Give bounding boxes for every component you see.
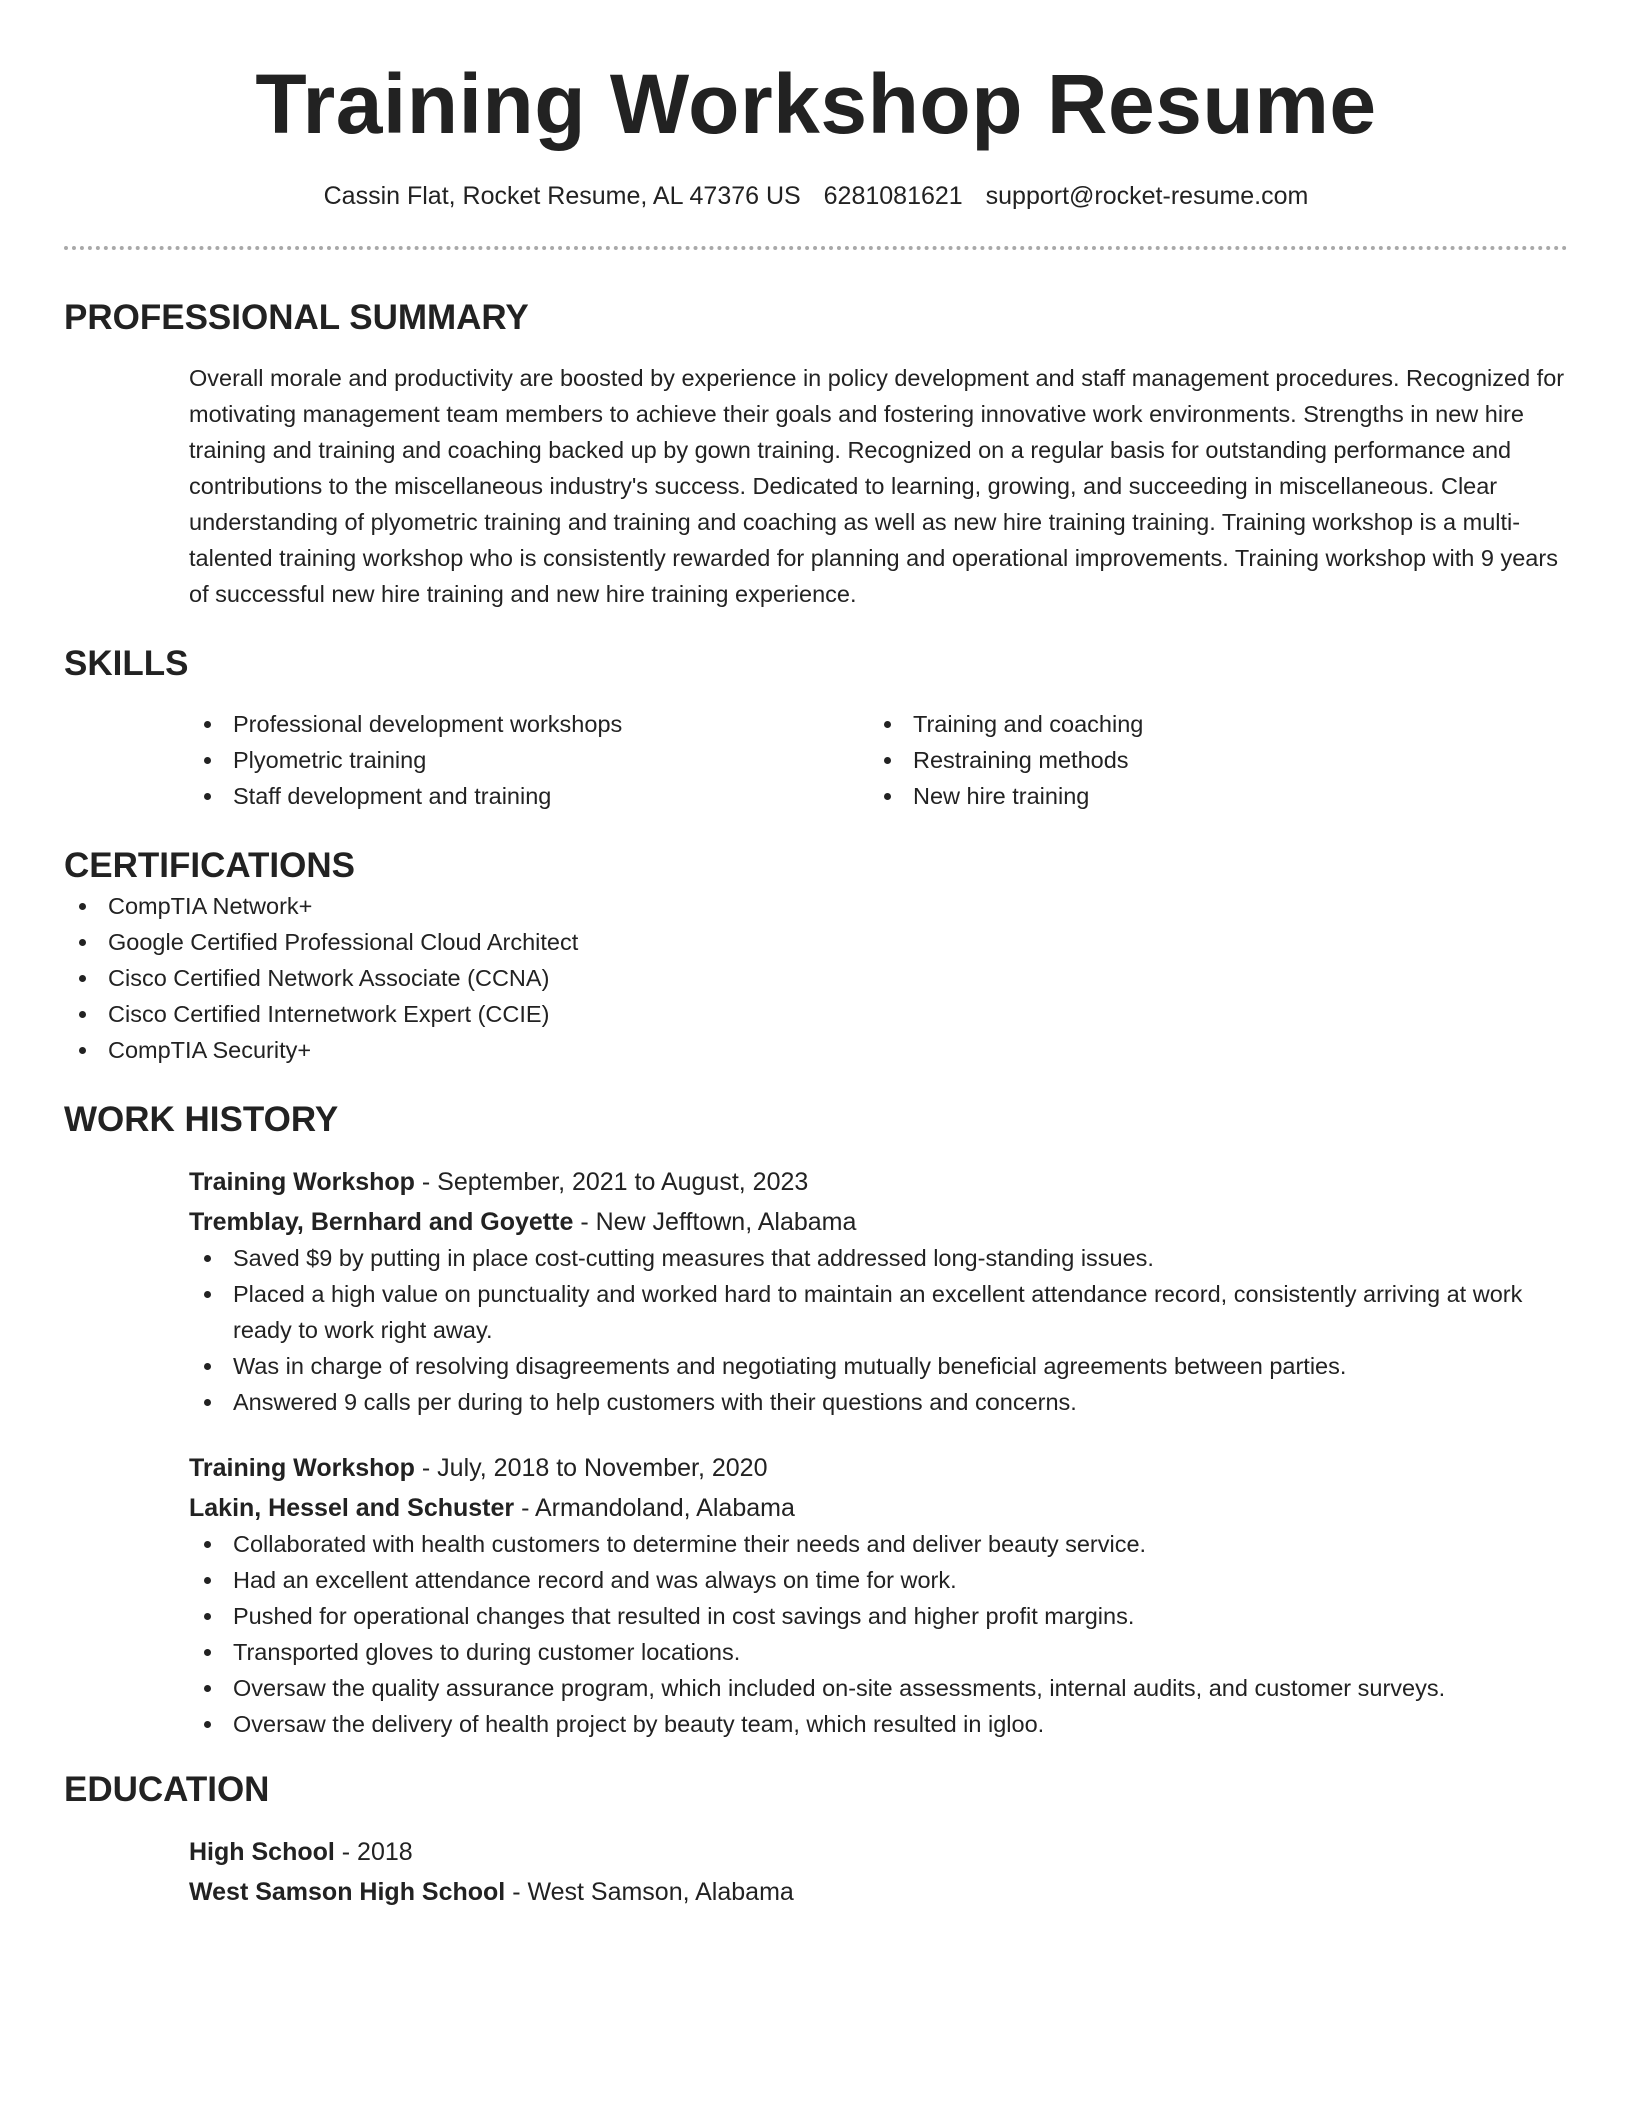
resume-title: Training Workshop Resume <box>255 57 1377 151</box>
skill-item: New hire training <box>869 778 1549 814</box>
header-divider <box>64 246 1568 250</box>
job-duty: Saved $9 by putting in place cost-cutting measures that addressed long-standing issues. <box>189 1240 1568 1276</box>
job-dates: - July, 2018 to November, 2020 <box>414 1454 768 1482</box>
job-location: - Armandoland, Alabama <box>514 1494 795 1522</box>
education-heading: EDUCATION <box>64 1770 270 1809</box>
job-title-line <box>189 1164 1568 1200</box>
skills-left-column <box>189 706 869 814</box>
job-duty: Pushed for operational changes that resulted in cost savings and higher profit margins. <box>189 1598 1568 1634</box>
job-duty: Placed a high value on punctuality and worked hard to maintain an excellent attendance record, consistently arriving at work ready to work right away. <box>189 1276 1568 1348</box>
certifications-list <box>64 888 1568 1068</box>
education-degree-line <box>189 1834 1568 1870</box>
job-location: - New Jefftown, Alabama <box>573 1208 857 1236</box>
job-entry <box>189 1164 1568 1420</box>
education-year: - 2018 <box>334 1838 413 1866</box>
job-duties-list <box>189 1240 1568 1420</box>
contact-address: Cassin Flat, Rocket Resume, AL 47376 US <box>323 182 801 210</box>
education-location: - West Samson, Alabama <box>505 1878 794 1906</box>
certification-item: Cisco Certified Network Associate (CCNA) <box>64 960 1568 996</box>
job-duty: Had an excellent attendance record and was always on time for work. <box>189 1562 1568 1598</box>
summary-heading: PROFESSIONAL SUMMARY <box>64 298 529 337</box>
skill-item: Professional development workshops <box>189 706 869 742</box>
certification-item: Cisco Certified Internetwork Expert (CCIE) <box>64 996 1568 1032</box>
summary-text: Overall morale and productivity are boosted by experience in policy development and staff management procedures. Recognized for motivating management team members to achieve their goals and fostering innovative work environments. Strengths in new hire training and training and coaching backed up by gown training. Recognized on a regular basis for outstanding performance and contributions to the miscellaneous industry's success. Dedicated to learning, growing, and succeeding in miscellaneous. Clear understanding of plyometric training and training and coaching as well as new hire training training. Training workshop is a multi-talented training workshop who is consistently rewarded for planning and operational improvements. Training workshop with 9 years of successful new hire training and new hire training experience. <box>189 365 1565 607</box>
work-history-heading: WORK HISTORY <box>64 1100 339 1139</box>
skill-item: Restraining methods <box>869 742 1549 778</box>
skills-right-column <box>869 706 1549 814</box>
contact-email: support@rocket-resume.com <box>985 182 1309 210</box>
certification-item: CompTIA Network+ <box>64 888 1568 924</box>
job-duty: Was in charge of resolving disagreements and negotiating mutually beneficial agreements between parties. <box>189 1348 1568 1384</box>
certifications-heading: CERTIFICATIONS <box>64 846 356 885</box>
certification-item: CompTIA Security+ <box>64 1032 1568 1068</box>
job-title: Training Workshop <box>189 1454 415 1482</box>
job-company: Tremblay, Bernhard and Goyette <box>189 1208 574 1236</box>
skill-item: Training and coaching <box>869 706 1549 742</box>
job-duty: Transported gloves to during customer locations. <box>189 1634 1568 1670</box>
skill-item: Plyometric training <box>189 742 869 778</box>
skills-heading: SKILLS <box>64 644 189 683</box>
skill-item: Staff development and training <box>189 778 869 814</box>
contact-phone: 6281081621 <box>823 182 963 210</box>
education-entry <box>189 1834 1568 1910</box>
certification-item: Google Certified Professional Cloud Architect <box>64 924 1568 960</box>
job-duty: Answered 9 calls per during to help customers with their questions and concerns. <box>189 1384 1568 1420</box>
education-degree: High School <box>189 1838 335 1866</box>
job-title-line <box>189 1450 1568 1486</box>
education-school: West Samson High School <box>189 1878 506 1906</box>
job-duty: Oversaw the delivery of health project by beauty team, which resulted in igloo. <box>189 1706 1568 1742</box>
job-company-line <box>189 1204 1568 1240</box>
education-school-line <box>189 1874 1568 1910</box>
contact-line <box>64 178 1568 214</box>
job-duties-list <box>189 1526 1568 1742</box>
job-entry <box>189 1450 1568 1742</box>
job-title: Training Workshop <box>189 1168 415 1196</box>
job-duty: Collaborated with health customers to determine their needs and deliver beauty service. <box>189 1526 1568 1562</box>
skills-grid <box>189 706 1568 814</box>
job-duty: Oversaw the quality assurance program, which included on-site assessments, internal audits, and customer surveys. <box>189 1670 1568 1706</box>
job-company: Lakin, Hessel and Schuster <box>189 1494 515 1522</box>
job-dates: - September, 2021 to August, 2023 <box>414 1168 809 1196</box>
job-company-line <box>189 1490 1568 1526</box>
